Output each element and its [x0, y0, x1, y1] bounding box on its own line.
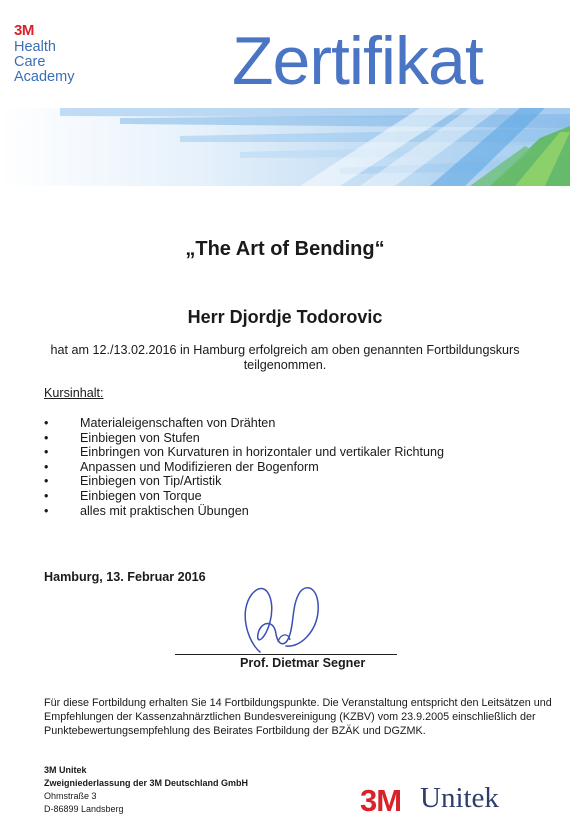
note-line-2: Empfehlungen der Kassenzahnärztlichen Bundesvereinigung (KZBV) vom 23.9.2005 einschließlich der — [44, 711, 536, 723]
decorative-band — [0, 108, 570, 186]
academy-line-1: Health — [14, 39, 56, 55]
description-line-1: hat am 12./13.02.2016 in Hamburg erfolgreich am oben genannten Fortbildungskurs — [50, 343, 520, 357]
list-item-text: alles mit praktischen Übungen — [80, 503, 249, 518]
kursinhalt-list — [44, 416, 444, 518]
signature-line — [175, 654, 397, 655]
recipient-name: Herr Djordje Todorovic — [187, 307, 383, 327]
description-line-2: teilgenommen. — [243, 358, 327, 372]
academy-line-2: Care — [14, 54, 46, 70]
list-item — [44, 474, 444, 489]
list-item-text: Anpassen und Modifizieren der Bogenform — [80, 459, 319, 474]
list-item — [44, 489, 444, 504]
bullet-icon: • — [44, 459, 49, 474]
list-item — [44, 416, 444, 431]
address-city: D-86899 Landsberg — [44, 804, 124, 814]
bullet-icon: • — [44, 430, 49, 445]
certificate-title: Zertifikat — [232, 23, 483, 99]
list-item — [44, 431, 444, 446]
list-item-text: Einbringen von Kurvaturen in horizontaler und vertikaler Richtung — [80, 445, 445, 460]
signer-name: Prof. Dietmar Segner — [240, 656, 366, 670]
list-item-text: Einbiegen von Torque — [80, 488, 202, 503]
address-street: Ohmstraße 3 — [44, 791, 97, 801]
bullet-icon: • — [44, 416, 49, 430]
address-branch: Zweigniederlassung der 3M Deutschland GmbH — [44, 778, 249, 788]
3m-unitek-logo-text: Unitek — [420, 782, 499, 814]
bullet-icon: • — [44, 474, 49, 489]
academy-line-3: Academy — [14, 69, 75, 85]
address-company: 3M Unitek — [44, 765, 87, 775]
3m-unitek-logo-mark: 3M — [360, 783, 402, 818]
list-item-text: Materialeigenschaften von Drähten — [80, 416, 276, 430]
bullet-icon: • — [44, 445, 49, 460]
bullet-icon: • — [44, 503, 49, 518]
course-title: „The Art of Bending“ — [185, 238, 385, 260]
note-line-1: Für diese Fortbildung erhalten Sie 14 Fortbildungspunkte. Die Veranstaltung entspricht den Leitsätzen und — [44, 697, 552, 709]
kursinhalt-label: Kursinhalt: — [44, 386, 104, 400]
3m-logo: 3M — [14, 22, 34, 39]
place-date: Hamburg, 13. Februar 2016 — [44, 570, 206, 584]
list-item — [44, 460, 444, 475]
list-item-text: Einbiegen von Tip/Artistik — [80, 474, 222, 489]
list-item — [44, 504, 444, 519]
note-line-3: Punktebewertungsempfehlung des Beirates Fortbildung der BZÄK und DGZMK. — [44, 725, 426, 737]
signature-image — [230, 582, 330, 660]
list-item — [44, 445, 444, 460]
bullet-icon: • — [44, 488, 49, 503]
list-item-text: Einbiegen von Stufen — [80, 430, 200, 445]
